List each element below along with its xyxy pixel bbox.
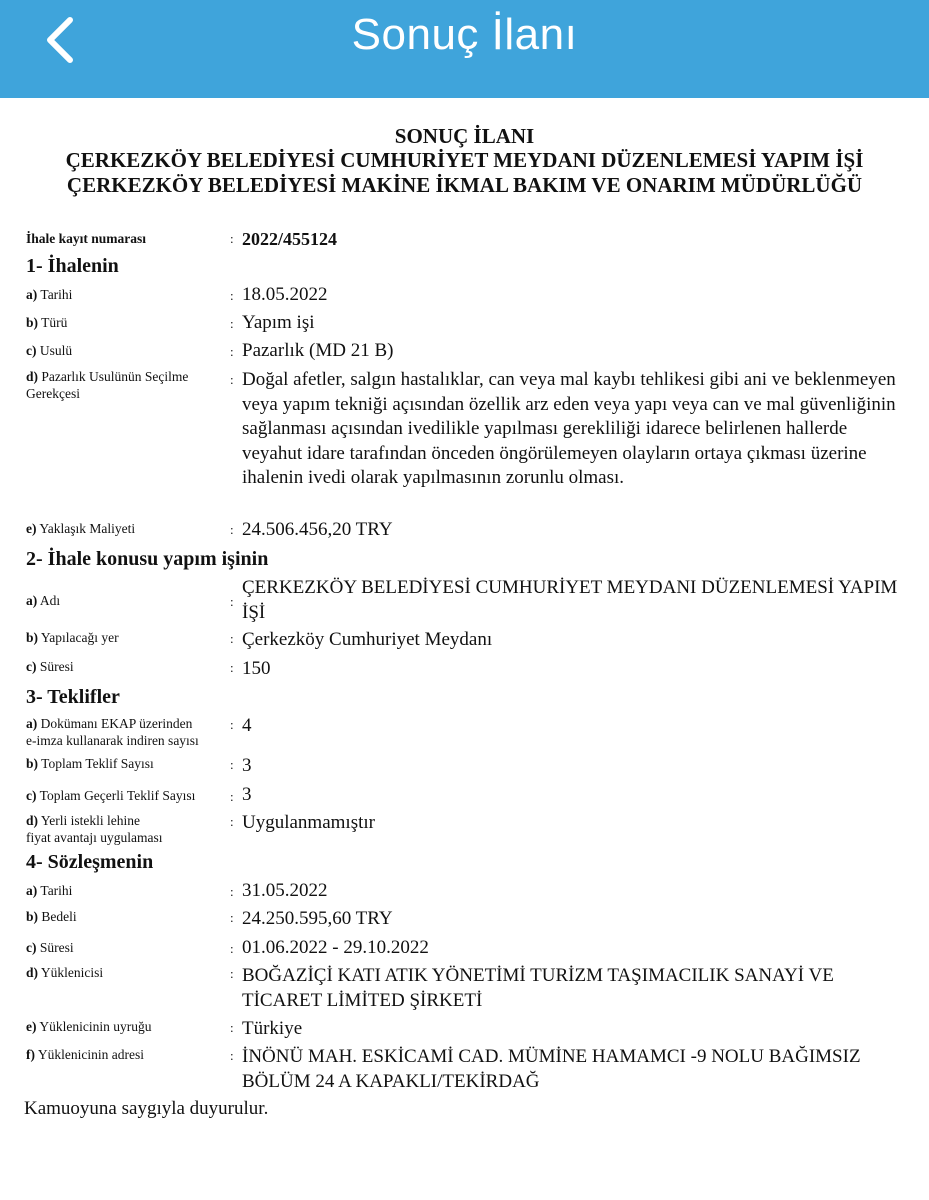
field-value: İNÖNÜ MAH. ESKİCAMİ CAD. MÜMİNE HAMAMCI -9 NOLU BAĞIMSIZ BÖLÜM 24 A KAPAKLI/TEKİRDAĞ — [242, 1046, 861, 1092]
field-key: c) — [26, 940, 37, 955]
field-label-text-2: e-imza kullanarak indiren sayısı — [26, 733, 199, 748]
field-value: 24.250.595,60 TRY — [242, 908, 393, 929]
field-label-text: Yüklenicinin adresi — [37, 1047, 144, 1062]
section-title: 4- Sözleşmenin — [26, 851, 154, 873]
field-key: d) — [26, 965, 39, 980]
field-label-text: Yapılacağı yer — [40, 630, 119, 645]
field-label-text: Türü — [41, 315, 68, 330]
colon: : — [230, 789, 234, 804]
field-label — [26, 629, 119, 646]
field-key: b) — [26, 909, 39, 924]
field-value: 01.06.2022 - 29.10.2022 — [242, 937, 429, 958]
field-key: a) — [26, 883, 38, 898]
field-value: Yapım işi — [242, 312, 315, 333]
field-value: 3 — [242, 755, 252, 776]
field-label-text: Yüklenicisi — [40, 965, 104, 980]
colon: : — [230, 717, 234, 732]
top-bar — [0, 0, 929, 98]
section-title: 3- Teklifler — [26, 686, 120, 708]
field-label — [26, 1046, 144, 1063]
field-key: a) — [26, 716, 38, 731]
field-value: 150 — [242, 658, 271, 679]
doc-subtitle-1: ÇERKEZKÖY BELEDİYESİ CUMHURİYET MEYDANI DÜZENLEMESİ YAPIM İŞİ — [65, 148, 864, 172]
colon: : — [230, 372, 234, 387]
field-key: b) — [26, 756, 39, 771]
field-value: 3 — [242, 784, 252, 805]
field-label-text: Tarihi — [40, 883, 73, 898]
field-value: 4 — [242, 715, 252, 736]
colon: : — [230, 1020, 234, 1035]
field-label — [26, 939, 74, 956]
field-label-text: Tarihi — [40, 287, 73, 302]
colon: : — [230, 814, 234, 829]
app-title: Sonuç İlanı — [351, 10, 578, 59]
section-title: 1- İhalenin — [26, 255, 119, 277]
field-label-text: Süresi — [39, 940, 74, 955]
field-label-text: Pazarlık Usulünün Seçilme — [41, 369, 189, 384]
colon: : — [230, 231, 234, 246]
colon: : — [230, 660, 234, 675]
kayit-label: İhale kayıt numarası — [26, 231, 147, 246]
colon: : — [230, 966, 234, 981]
field-key: b) — [26, 315, 39, 330]
field-label-text: Dokümanı EKAP üzerinden — [40, 716, 193, 731]
kayit-value: 2022/455124 — [242, 229, 338, 249]
field-key: e) — [26, 521, 37, 536]
field-key: a) — [26, 287, 38, 302]
field-label-text: Usulü — [39, 343, 73, 358]
field-label — [26, 286, 72, 303]
field-label-text: Toplam Geçerli Teklif Sayısı — [39, 788, 196, 803]
field-label-text: Yerli istekli lehine — [40, 813, 141, 828]
closing-text: Kamuoyuna saygıyla duyurulur. — [24, 1098, 269, 1119]
field-key: c) — [26, 788, 37, 803]
field-label — [26, 812, 162, 846]
field-label — [26, 592, 60, 609]
field-label — [26, 314, 67, 331]
field-value: 31.05.2022 — [242, 880, 328, 901]
field-key: d) — [26, 813, 39, 828]
field-value: BOĞAZİÇİ KATI ATIK YÖNETİMİ TURİZM TAŞIMACILIK SANAYİ VE TİCARET LİMİTED ŞİRKETİ — [242, 965, 834, 1011]
field-label-text-2: Gerekçesi — [26, 386, 80, 401]
field-value-long: Doğal afetler, salgın hastalıklar, can veya mal kaybı tehlikesi gibi ani ve beklenmeyen veya yapım tekniği açısından özellik arz eden veya yapı veya can ve mal güvenliğinin sağlanması açısından ivedilikle yapılması gerekliliği idarece belirlenen hallerde veyahut idare tarafından önceden öngörülemeyen olayların ortaya çıkması üzerine ihalenin ivedi olarak yapılmasının zorunlu olması. — [242, 369, 896, 488]
field-value: Türkiye — [242, 1018, 303, 1039]
field-label-text: Toplam Teklif Sayısı — [41, 756, 154, 771]
colon: : — [230, 757, 234, 772]
field-label-text: Yüklenicinin uyruğu — [39, 1019, 152, 1034]
field-label-text: Yaklaşık Maliyeti — [39, 521, 136, 536]
field-label-text: Adı — [39, 593, 61, 608]
field-label-text: Bedeli — [41, 909, 77, 924]
colon: : — [230, 316, 234, 331]
colon: : — [230, 344, 234, 359]
colon: : — [230, 631, 234, 646]
field-value: 24.506.456,20 TRY — [242, 519, 393, 540]
field-value: 18.05.2022 — [242, 284, 328, 305]
field-label — [26, 787, 195, 804]
colon: : — [230, 288, 234, 303]
colon: : — [230, 1048, 234, 1063]
field-key: d) — [26, 369, 39, 384]
field-label — [26, 1018, 151, 1035]
field-value: Çerkezköy Cumhuriyet Meydanı — [242, 629, 493, 650]
field-key: c) — [26, 659, 37, 674]
field-label — [26, 964, 103, 981]
field-label-text-2: fiyat avantajı uygulaması — [26, 830, 163, 845]
field-label — [26, 658, 74, 675]
field-key: c) — [26, 343, 37, 358]
field-key: f) — [26, 1047, 35, 1062]
field-label — [26, 520, 135, 537]
field-label — [26, 715, 199, 749]
field-label — [26, 882, 72, 899]
colon: : — [230, 910, 234, 925]
colon: : — [230, 522, 234, 537]
field-label — [26, 908, 77, 925]
field-value: ÇERKEZKÖY BELEDİYESİ CUMHURİYET MEYDANI DÜZENLEMESİ YAPIM İŞİ — [242, 577, 898, 623]
field-key: a) — [26, 593, 38, 608]
field-label — [26, 368, 188, 402]
colon: : — [230, 941, 234, 956]
doc-subtitle-2: ÇERKEZKÖY BELEDİYESİ MAKİNE İKMAL BAKIM VE ONARIM MÜDÜRLÜĞÜ — [66, 173, 863, 197]
field-key: e) — [26, 1019, 37, 1034]
colon: : — [230, 884, 234, 899]
field-label-text: Süresi — [39, 659, 74, 674]
colon: : — [230, 594, 234, 609]
field-key: b) — [26, 630, 39, 645]
doc-heading: SONUÇ İLANI — [394, 124, 535, 148]
field-value: Pazarlık (MD 21 B) — [242, 340, 394, 361]
field-value: Uygulanmamıştır — [242, 812, 375, 833]
field-label — [26, 342, 72, 359]
field-label — [26, 755, 154, 772]
section-title: 2- İhale konusu yapım işinin — [26, 548, 269, 570]
